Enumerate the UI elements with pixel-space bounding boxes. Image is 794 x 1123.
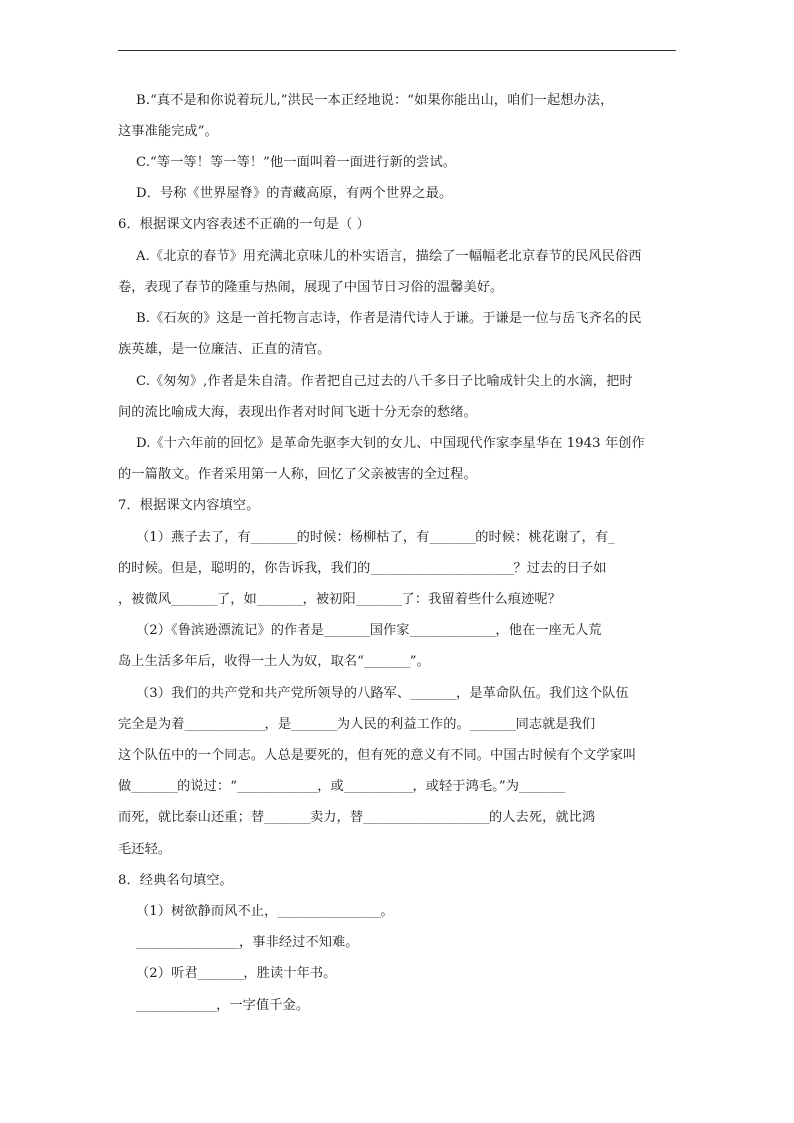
text-segment: 的人去死，就比鸿 — [488, 810, 596, 825]
text-segment: 这个队伍中的一个同志。人总是要死的，但有死的意义有不同。中国古时候有个文学家叫 — [118, 748, 637, 763]
text-line — [136, 965, 716, 983]
text-segment: （1）树欲静而风不止， — [136, 904, 278, 919]
text-segment: ，或 — [317, 779, 344, 794]
text-segment: 族英雄，是一位廉洁、正直的清官。 — [118, 342, 331, 357]
text-segment: 8．经典名句填空。 — [118, 873, 233, 888]
text-segment: 的说过：“ — [177, 779, 238, 794]
text-segment: ，胜读十年书。 — [243, 966, 337, 981]
text-line — [136, 435, 716, 453]
fill-in-blank[interactable]: ________ — [264, 812, 310, 824]
text-line — [118, 466, 698, 484]
text-line — [118, 123, 698, 141]
fill-in-blank[interactable]: ______________________ — [363, 812, 489, 824]
text-line — [118, 716, 698, 734]
text-segment: 同志就是我们 — [515, 717, 596, 732]
fill-in-blank[interactable]: __________________ — [136, 937, 239, 949]
text-line — [118, 404, 698, 422]
text-segment: B.“真不是和你说着玩儿,”洪民一本正经地说：“如果你能出山，咱们一起想办法， — [136, 93, 614, 108]
text-line — [118, 653, 698, 671]
text-segment: ，事非经过不知难。 — [239, 935, 359, 950]
text-segment: 了，如 — [216, 592, 257, 607]
fill-in-blank[interactable]: ________ — [469, 719, 516, 731]
fill-in-blank[interactable]: __________________ — [277, 906, 381, 918]
text-segment: ，是革命队伍。我们这个队伍 — [456, 686, 629, 701]
text-segment: C.“等一等！等一等！”他一面叫着一面进行新的尝试。 — [136, 155, 457, 170]
text-segment: （2）听君 — [136, 966, 198, 981]
text-segment: ？过去的日子如 — [513, 561, 607, 576]
text-segment: 卷，表现了春节的隆重与热闹，展现了中国节日习俗的温馨美好。 — [118, 280, 504, 295]
fill-in-blank[interactable]: ________ — [355, 594, 402, 606]
text-segment: 6．根据课文内容表述不正确的一句是（ ） — [118, 217, 370, 232]
text-line — [118, 560, 698, 578]
text-segment: （1）燕子去了，有 — [136, 530, 251, 545]
text-line — [118, 591, 698, 609]
text-line — [136, 92, 716, 110]
text-segment: 7．根据课文内容填空。 — [118, 498, 260, 513]
text-line — [118, 747, 698, 765]
text-segment: ，或轻于鸿毛。”为 — [412, 779, 519, 794]
fill-in-blank[interactable]: _______________ — [409, 625, 496, 637]
fill-in-blank[interactable]: ________ — [323, 625, 370, 637]
text-segment: 的时候：桃花谢了，有 — [475, 530, 609, 545]
fill-in-blank[interactable]: ________ — [429, 532, 476, 544]
text-line — [118, 778, 698, 796]
text-segment: 完全是为着 — [118, 717, 185, 732]
text-line — [118, 497, 698, 515]
text-segment: ”。 — [409, 654, 430, 669]
fill-in-blank[interactable]: ________ — [131, 781, 178, 793]
text-segment: 这事准能完成”。 — [118, 124, 218, 139]
fill-in-blank[interactable]: _________________________ — [370, 563, 514, 575]
text-segment: 毛还轻。 — [118, 842, 172, 857]
text-line — [118, 216, 698, 234]
fill-in-blank[interactable]: ________ — [197, 968, 244, 980]
text-line — [136, 903, 716, 921]
text-segment: D．号称《世界屋脊》的青藏高原，有两个世界之最。 — [136, 186, 453, 201]
text-segment: 。 — [380, 904, 394, 919]
text-line — [136, 310, 716, 328]
text-segment: A.《北京的春节》用充满北京味儿的朴实语言，描绘了一幅幅老北京春节的民风民俗西 — [136, 249, 642, 264]
text-segment: 的时候。但是，聪明的，你告诉我，我们的 — [118, 561, 371, 576]
text-line — [136, 685, 716, 703]
text-segment: 的时候：杨柳枯了，有 — [296, 530, 430, 545]
fill-in-blank[interactable]: ______________ — [136, 1000, 217, 1012]
fill-in-blank[interactable]: ______________ — [184, 719, 265, 731]
text-line — [136, 154, 716, 172]
text-line — [136, 622, 716, 640]
fill-in-blank[interactable]: ______________ — [237, 781, 318, 793]
text-segment: 国作家 — [369, 623, 410, 638]
text-segment: 间的流比喻成大海，表现出作者对时间飞逝十分无奈的愁绪。 — [118, 405, 477, 420]
fill-in-blank[interactable]: _ — [608, 532, 614, 544]
text-segment: 做 — [118, 779, 132, 794]
text-segment: D.《十六年前的回忆》是革命先驱李大钊的女儿、中国现代作家李星华在 1943 年创作 — [136, 436, 645, 451]
text-line — [118, 809, 698, 827]
fill-in-blank[interactable]: ________ — [250, 532, 297, 544]
text-line — [118, 841, 698, 859]
text-segment: 了：我留着些什么痕迹呢？ — [401, 592, 561, 607]
text-segment: 岛上生活多年后，收得一土人为奴，取名“ — [118, 654, 365, 669]
fill-in-blank[interactable]: ________ — [256, 594, 303, 606]
text-line — [136, 248, 716, 266]
fill-in-blank[interactable]: ________ — [291, 719, 337, 731]
text-segment: ，被微风 — [118, 592, 172, 607]
text-segment: 卖力，替 — [309, 810, 364, 825]
fill-in-blank[interactable]: ________ — [364, 656, 410, 668]
text-segment: ，一字值千金。 — [216, 998, 310, 1013]
fill-in-blank[interactable]: ________ — [171, 594, 217, 606]
text-segment: ，被初阳 — [302, 592, 356, 607]
text-segment: B.《石灰的》这是一首托物言志诗，作者是清代诗人于谦。于谦是一位与岳飞齐名的民 — [136, 311, 642, 326]
text-segment: 为人民的利益工作的。 — [336, 717, 470, 732]
text-segment: C.《匆匆》,作者是朱自清。作者把自己过去的八千多日子比喻成针尖上的水滴，把时 — [136, 374, 633, 389]
text-segment: 而死，就比泰山还重；替 — [118, 810, 265, 825]
text-segment: ，他在一座无人荒 — [495, 623, 602, 638]
fill-in-blank[interactable]: ________ — [410, 688, 457, 700]
text-line — [136, 185, 716, 203]
fill-in-blank[interactable]: ________ — [518, 781, 565, 793]
text-line — [136, 934, 716, 952]
text-line — [118, 872, 698, 890]
fill-in-blank[interactable]: ____________ — [343, 781, 413, 793]
text-segment: （2）《鲁滨逊漂流记》的作者是 — [136, 623, 324, 638]
text-line — [118, 341, 698, 359]
text-line — [136, 373, 716, 391]
text-line — [136, 997, 716, 1015]
header-rule — [118, 50, 676, 51]
text-segment: ，是 — [264, 717, 292, 732]
text-segment: 的一篇散文。作者采用第一人称，回忆了父亲被害的全过程。 — [118, 467, 477, 482]
text-line — [136, 529, 716, 547]
text-segment: （3）我们的共产党和共产党所领导的八路军、 — [136, 686, 411, 701]
text-line — [118, 279, 698, 297]
